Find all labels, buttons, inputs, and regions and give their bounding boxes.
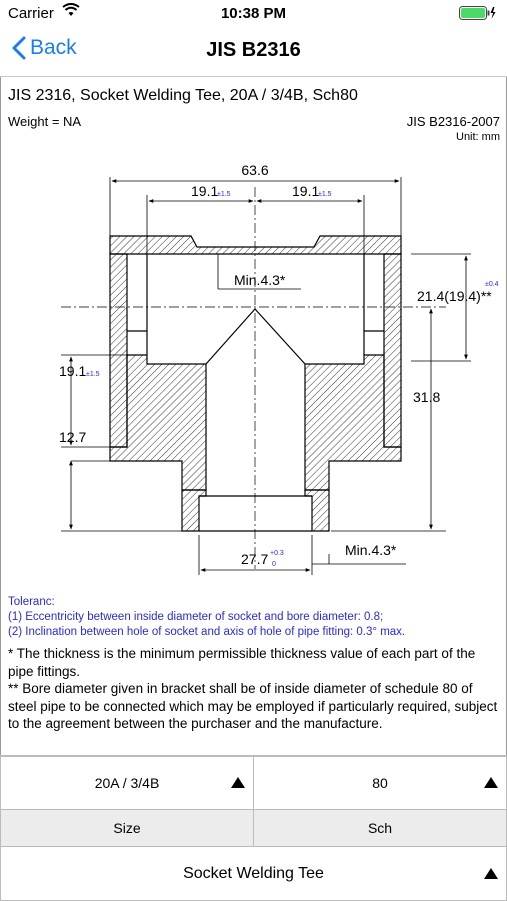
selector-panel [0, 755, 507, 901]
fitting-type-value: Socket Welding Tee [183, 864, 324, 882]
tee-drawing [1, 157, 506, 587]
clock: 10:38 PM [220, 5, 287, 22]
triangle-up-icon [484, 868, 498, 879]
sch-picker[interactable] [253, 756, 507, 810]
dim-min-wall-bottom: Min.4.3* [345, 542, 397, 558]
standard-label: JIS B2316-2007 [406, 114, 500, 129]
dim-socket-depth: 12.7 [59, 429, 87, 445]
battery-icon [459, 6, 497, 24]
dim-socket-bore-left: 19.1 [59, 363, 87, 379]
tolerance-item-1: (1) Eccentricity between inside diameter of socket and bore diameter: 0.8; [8, 611, 384, 623]
dim-socket-bore-tol-upper: +0.3 [270, 550, 284, 557]
fitting-description: JIS 2316, Socket Welding Tee, 20A / 3/4B, Sch80 [8, 87, 358, 104]
size-picker[interactable] [0, 756, 254, 810]
dim-overall-length: 63.6 [241, 162, 269, 178]
dim-height: 31.8 [413, 389, 441, 405]
sch-value: 80 [372, 775, 388, 791]
page-title: JIS B2316 [206, 39, 301, 61]
dim-bore-tol: ±0.4 [485, 281, 499, 288]
dim-socket-bore-bottom: 27.7 [241, 551, 269, 567]
navigation-bar [0, 28, 507, 77]
dim-min-wall-top: Min.4.3* [234, 272, 286, 288]
content-area [0, 77, 507, 755]
dim-right-half: 19.1 [292, 183, 320, 199]
carrier-label: Carrier [8, 5, 54, 22]
dim-right-half-tol: ±1.5 [318, 191, 332, 198]
tolerance-title: Toleranc: [8, 596, 55, 608]
note-thickness: * The thickness is the minimum permissible thickness value of each part of the pipe fittings. [8, 646, 476, 679]
sch-label: Sch [253, 809, 507, 847]
triangle-up-icon [484, 777, 498, 788]
tolerance-item-2: (2) Inclination between hole of socket and axis of hole of pipe fitting: 0.3° max. [8, 626, 406, 638]
dim-left-half: 19.1 [191, 183, 219, 199]
triangle-up-icon [231, 777, 245, 788]
unit-label: Unit: mm [456, 131, 500, 143]
dim-bore: 21.4(19.4)** [417, 288, 492, 304]
note-bore-diameter: ** Bore diameter given in bracket shall be of inside diameter of schedule 80 of steel pipe to be connected which may be employed if particularly required, subject to the agreement between the purchaser and the manufacture. [8, 681, 498, 731]
dim-socket-bore-left-tol: ±1.5 [86, 371, 100, 378]
dim-socket-bore-tol-lower: 0 [272, 561, 276, 568]
size-label: Size [0, 809, 254, 847]
weight-label: Weight = NA [8, 114, 82, 129]
size-value: 20A / 3/4B [94, 775, 160, 791]
status-bar [0, 0, 507, 28]
back-label: Back [30, 36, 77, 59]
dim-left-half-tol: ±1.5 [217, 191, 231, 198]
notes-block [8, 645, 502, 733]
fitting-type-picker[interactable] [0, 846, 507, 901]
tolerance-block [8, 595, 405, 640]
